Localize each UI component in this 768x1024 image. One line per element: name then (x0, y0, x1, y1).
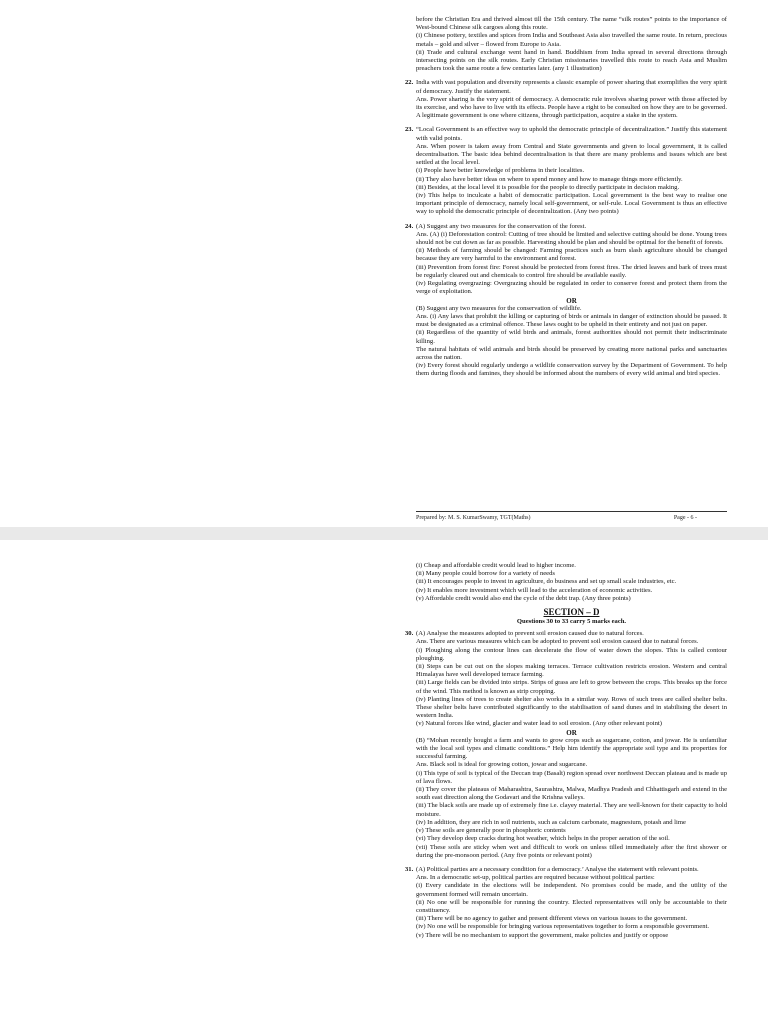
question-24 (405, 222, 727, 379)
page-number: Page - 6 - (673, 515, 697, 521)
question-text: (B) “Mohan recently bought a farm and wants to grow crops such as sugarcane, cotton, and jowar. He is unfamiliar with the local soil types and climatic conditions.” Help him identify the appropriate soil type and its properties for successful farming. (416, 736, 727, 761)
paragraph: (ii) Trade and cultural exchange went hand in hand. Buddhism from India spread in several directions through intersecting points on the silk routes. Early Christian missionaries travelled this route to reach Asia and Muslim preachers took the same route a few centuries later. (any 1 illustration) (416, 48, 727, 73)
question-text: (B) Suggest any two measures for the conservation of wildlife. (416, 304, 582, 312)
answer-point: (i) Every candidate in the elections will be independent. No promises could be made, and the utility of the government formed will remain uncertain. (416, 882, 727, 898)
credit-benefits-continuation (416, 562, 727, 603)
answer-point: (iii) There will be no agency to gather and present different views on various issues to the government. (416, 915, 688, 923)
answer-text: Ans. Power sharing is the very spirit of democracy. A democratic rule involves sharing power with those affected by its exercise, and who have to live with its effects. People have a right to be consulted on how they are to be governed. A legitimate government is one where citizens, through participation, acquire a stake in the system. (416, 95, 727, 120)
question-23 (405, 126, 727, 216)
answer-text: Ans. Black soil is ideal for growing cotton, jowar and sugarcane. (416, 761, 588, 769)
question-22 (405, 79, 727, 120)
question-30 (405, 630, 727, 860)
answer-point: (ii) Methods of farming should be changed: Farming practices such as burn slash agriculture should be changed because they are very harmful to the environment and forest. (416, 247, 727, 263)
answer-text: Ans. When power is taken away from Central and State governments and given to local government, it is called decentralisation. The basic idea behind decentralisation is that there are many problems and issues which are best settled at the local level. (416, 142, 727, 167)
section-subtitle: Questions 30 to 33 carry 5 marks each. (516, 618, 627, 626)
page-seven-content (405, 562, 727, 940)
answer-point: (v) There will be no mechanism to support the government, make policies and justify or oppose (416, 931, 669, 939)
answer-point: (v) Natural forces like wind, glacier and water lead to soil erosion. (Any other relevant point) (416, 720, 662, 728)
answer-point: (i) People have better knowledge of problems in their localities. (416, 167, 585, 175)
question-number: 30. (405, 630, 414, 638)
answer-point: (iv) Regulating overgrazing: Overgrazing should be regulated in order to conserve forest and protect them from the verge of exploitation. (416, 280, 727, 296)
or-divider: OR (566, 728, 577, 737)
prepared-by: Prepared by: M. S. KumarSwamy, TGT(Maths) (416, 515, 531, 521)
footer-rule (416, 511, 727, 512)
answer-text: Ans. There are various measures which can be adopted to prevent soil erosion caused due to natural forces. (416, 638, 699, 646)
paragraph: (i) Cheap and affordable credit would lead to higher income. (416, 562, 576, 569)
or-divider: OR (566, 296, 577, 305)
silk-route-continuation (416, 16, 727, 73)
answer-point: (iii) Prevention from forest fire: Forest should be protected from forest fires. The dried leaves and bark of trees must be regularly cleared out and chemicals to control fire should be available easily. (416, 263, 727, 279)
question-text: “Local Government is an effective way to uphold the democratic principle of decentralization.” Justify this statement with valid points. (416, 126, 727, 142)
page-footer (416, 515, 727, 521)
answer-point: (i) Ploughing along the contour lines can decelerate the flow of water down the slopes. This is called contour ploughing. (416, 646, 727, 662)
paragraph: (iii) It encourages people to invest in agriculture, do business and set up small scale industries, etc. (416, 578, 677, 586)
paragraph: (iv) It enables more investment which will lead to the acceleration of economic activities. (416, 586, 653, 594)
question-text: (A) Analyse the measures adopted to prevent soil erosion caused due to natural forces. (416, 630, 644, 638)
answer-point: (iv) No one will be responsible for bringing various representatives together to form a responsible government. (416, 923, 709, 931)
question-31 (405, 865, 727, 940)
answer-point: (ii) They also have better ideas on where to spend money and how to manage things more efficiently. (416, 175, 683, 183)
answer-point: (ii) No one will be responsible for running the country. Elected representatives will only be accountable to their constituency. (416, 898, 727, 914)
question-text: India with vast population and diversity represents a classic example of power sharing that exemplifies the very spirit of democracy. Justify the statement. (416, 79, 727, 95)
page-seven (0, 540, 768, 1024)
answer-point: (iii) Large fields can be divided into strips. Strips of grass are left to grow between the crops. This breaks up the force of the wind. This method is known as strip cropping. (416, 679, 727, 695)
question-text: (A) Political parties are a necessary condition for a democracy.’ Analyse the statement with relevant points. (416, 865, 699, 873)
answer-point: (ii) They cover the plateaus of Maharashtra, Saurashtra, Malwa, Madhya Pradesh and Chhattisgarh and extend in the south east direction along the Godavari and the Krishna valleys. (416, 786, 727, 802)
answer-point: (iii) Besides, at the local level it is possible for the people to directly participate in decision making. (416, 183, 680, 191)
answer-point: (vi) They develop deep cracks during hot weather, which helps in the proper aeration of the soil. (416, 835, 670, 843)
question-number: 22. (405, 79, 414, 87)
answer-point: (iv) In addition, they are rich in soil nutrients, such as calcium carbonate, magnesium, potash and lime (416, 818, 686, 826)
paragraph: (ii) Many people could borrow for a variety of needs (416, 570, 555, 578)
paragraph: (v) Affordable credit would also end the cycle of the debt trap. (Any three points) (416, 594, 631, 602)
answer-point: (ii) Regardless of the quantity of wild birds and animals, forest authorities should not permit their indiscriminate killing. (416, 329, 727, 345)
answer-point: (vii) These soils are sticky when wet and difficult to work on unless tilled immediately after the first shower or during the pre-monsoon period. (Any five points or relevant point) (416, 843, 727, 859)
section-title: SECTION – D (543, 607, 600, 618)
question-text: (A) Suggest any two measures for the conservation of the forest. (416, 222, 587, 230)
question-number: 23. (405, 126, 414, 134)
answer-text: Ans. (A) (i) Deforestation control: Cutting of tree should be limited and selective cutting should be done. Young trees should not be cut down as far as possible. Harvesting should be plan and should be optimal for the benefit of forests. (416, 230, 727, 247)
answer-text: Ans. In a democratic set-up, political parties are required because without political parties: (416, 874, 655, 882)
answer-point: (v) These soils are generally poor in phosphoric contents (416, 827, 566, 835)
question-number: 24. (405, 222, 414, 230)
answer-point: (iv) Every forest should regularly undergo a wildlife conservation survey by the Department of Government. To help them during floods and famines, they should be informed about the numbers of every wild animal and bird species. (416, 362, 727, 378)
answer-point: (iii) The black soils are made up of extremely fine i.e. clayey material. They are well-known for their capacity to hold moisture. (416, 802, 727, 818)
answer-point: (i) This type of soil is typical of the Deccan trap (Basalt) region spread over northwest Deccan plateau and is made up of lava flows. (416, 769, 727, 785)
question-number: 31. (405, 865, 414, 873)
paragraph: before the Christian Era and thrived almost till the 15th century. The name “silk routes” points to the importance of West-bound Chinese silk cargoes along this route. (416, 16, 727, 32)
answer-text: Ans. (i) Any laws that prohibit the killing or capturing of birds or animals in danger of extinction should be passed. It must be designated as a criminal offence. These laws ought to be upheld in their entirety and not just on paper. (416, 312, 727, 329)
answer-point: (ii) Steps can be cut out on the slopes making terraces. Terrace cultivation restricts erosion. Western and central Himalayas have well developed terrace farming. (416, 663, 727, 679)
paragraph: (i) Chinese pottery, textiles and spices from India and Southeast Asia also travelled the same route. In return, precious metals – gold and silver – flowed from Europe to Asia. (416, 32, 727, 48)
answer-point: (iv) This helps to inculcate a habit of democratic participation. Local government is the best way to realise one important principle of democracy, namely local self-government, or self-rule. Local Government is thus an effective way to uphold the democratic principle of decentralization. (Any two points) (416, 192, 727, 216)
answer-point: (iv) Planting lines of trees to create shelter also works in a similar way. Rows of such trees are called shelter belts. These shelter belts have contributed significantly to the stabilisation of sand dunes and in stabilising the desert in western India. (416, 695, 727, 720)
answer-point: The natural habitats of wild animals and birds should be preserved by creating more national parks and sanctuaries across the nation. (416, 345, 727, 361)
page-six-content (405, 16, 727, 379)
